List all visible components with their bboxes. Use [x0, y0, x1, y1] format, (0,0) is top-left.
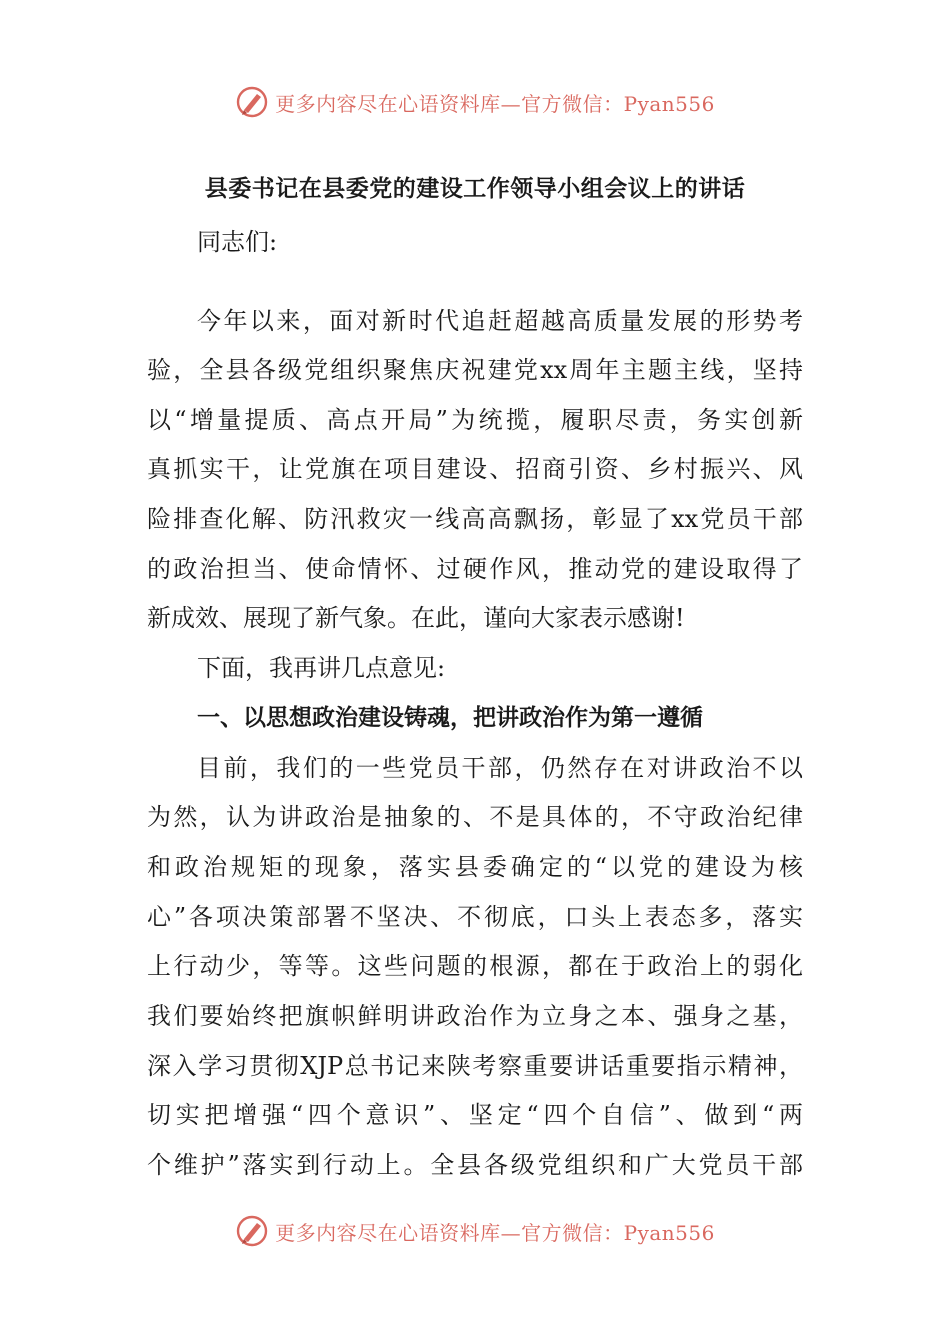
- body-line: 以“增量提质、高点开局”为统揽，履职尽责，务实创新: [147, 406, 803, 434]
- body-line: 新成效、展现了新气象。在此，谨向大家表示感谢!: [147, 604, 685, 632]
- body-line: 我们要始终把旗帜鲜明讲政治作为立身之本、强身之基，: [147, 1002, 803, 1030]
- body-line: 深入学习贯彻XJP总书记来陕考察重要讲话重要指示精神，: [147, 1052, 803, 1080]
- body-line: 目前，我们的一些党员干部，仍然存在对讲政治不以: [197, 754, 803, 782]
- salutation: 同志们:: [197, 228, 278, 256]
- body-line: 为然，认为讲政治是抽象的、不是具体的，不守政治纪律: [147, 803, 803, 831]
- pen-logo-icon: [235, 85, 269, 119]
- body-line: 上行动少，等等。这些问题的根源，都在于政治上的弱化: [147, 952, 803, 980]
- watermark-banner-top: [0, 82, 950, 122]
- body-line: 和政治规矩的现象，落实县委确定的“以党的建设为核: [147, 853, 803, 881]
- body-line: 的政治担当、使命情怀、过硬作风，推动党的建设取得了: [147, 555, 803, 583]
- body-line: 真抓实干，让党旗在项目建设、招商引资、乡村振兴、风: [147, 455, 803, 483]
- body-line: 险排查化解、防汛救灾一线高高飘扬，彰显了xx党员干部: [147, 505, 803, 533]
- body-line: 个维护”落实到行动上。全县各级党组织和广大党员干部: [147, 1151, 803, 1179]
- pen-logo-icon: [235, 1214, 269, 1248]
- body-line: 切实把增强“四个意识”、坚定“四个自信”、做到“两: [147, 1101, 803, 1129]
- document-title: 县委书记在县委党的建设工作领导小组会议上的讲话: [204, 176, 746, 202]
- body-line: 下面，我再讲几点意见:: [197, 654, 446, 682]
- watermark-text: 更多内容尽在心语资料库—官方微信：Pyan556: [275, 1220, 715, 1245]
- watermark-text: 更多内容尽在心语资料库—官方微信：Pyan556: [275, 91, 715, 116]
- watermark-banner-bottom: [0, 1211, 950, 1251]
- body-line: 验，全县各级党组织聚焦庆祝建党xx周年主题主线，坚持: [147, 356, 803, 384]
- body-line: 今年以来，面对新时代追赶超越高质量发展的形势考: [197, 307, 803, 335]
- body-line: 心”各项决策部署不坚决、不彻底，口头上表态多，落实: [147, 903, 803, 931]
- section-heading: 一、以思想政治建设铸魂，把讲政治作为第一遵循: [197, 705, 703, 731]
